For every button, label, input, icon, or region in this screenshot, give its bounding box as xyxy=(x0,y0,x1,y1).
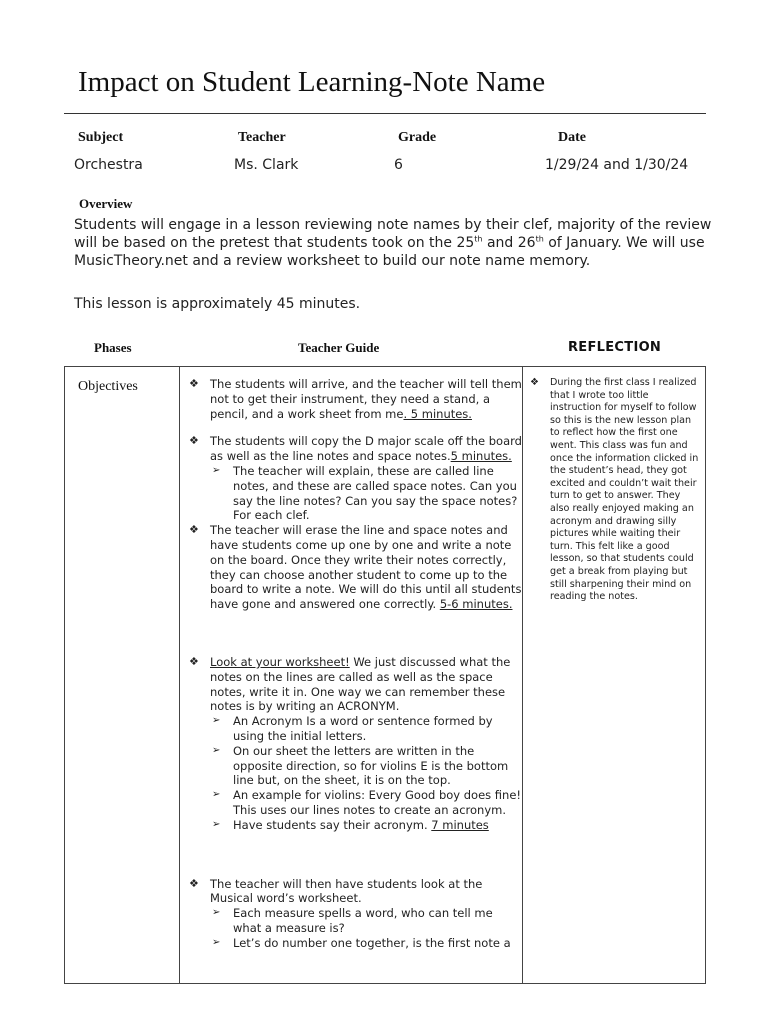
guide-subitem: ➢ On our sheet the letters are written in the opposite direction, so for violins E is the bottom line but, on the sheet, it is on the top. xyxy=(212,743,509,788)
reflection-text: During the first class I realized that I wrote too little instruction for myself to follow so this is the new lesson plan to reflect how the first one went. This class was fun and once the information clicked in the student’s head, they got excited and couldn’t wait their turn to get to answer. They also really enjoyed making an acronym and drawing silly pictures while waiting their turn. This felt like a good lesson, so that students could get a break from playing but still sharpening their mind on reading the notes. xyxy=(550,377,699,603)
phase-objectives: Objectives xyxy=(78,379,138,394)
guide-subitem: ➢ An example for violins: Every Good boy does fine! This uses our lines notes to create an acronym. xyxy=(212,788,522,817)
lesson-table xyxy=(64,366,706,984)
arrow-bullet-icon: ➢ xyxy=(212,907,221,919)
arrow-bullet-icon: ➢ xyxy=(212,715,221,727)
date-value: 1/29/24 and 1/30/24 xyxy=(545,157,689,173)
teacher-header: Teacher xyxy=(238,130,286,145)
teacher-value: Ms. Clark xyxy=(234,157,299,173)
grade-value: 6 xyxy=(394,157,403,173)
overview-text: Students will engage in a lesson reviewing note names by their clef, majority of the review will be based on the pretest that students took on the 25th and 26th of January. We will use MusicTheory.net and a review worksheet to build our note name memory. xyxy=(74,217,712,269)
guide-subitem: ➢ The teacher will explain, these are called line notes, and these are called space notes. Can you say the line notes? Can you say the space notes? For each clef. xyxy=(212,463,518,523)
arrow-bullet-icon: ➢ xyxy=(212,936,221,948)
teacher-guide-column-header: Teacher Guide xyxy=(298,340,380,355)
phases-column-header: Phases xyxy=(94,340,132,355)
title-divider xyxy=(64,113,706,114)
column-divider xyxy=(179,367,180,983)
arrow-bullet-icon: ➢ xyxy=(212,789,221,801)
teacher-guide xyxy=(188,377,523,951)
lesson-duration: This lesson is approximately 45 minutes. xyxy=(74,296,361,312)
guide-item: ❖ Look at your worksheet! We just discussed what the notes on the lines are called as well as the space notes, write it in. One way we can remember these notes is by writing an ACRONYM. xyxy=(189,654,511,714)
subject-header: Subject xyxy=(78,130,124,145)
guide-item: ❖ The students will copy the D major scale off the board as well as the line notes and space notes.5 minutes. xyxy=(189,434,522,464)
guide-item: ❖ The teacher will then have students look at the Musical word’s worksheet. xyxy=(189,876,483,906)
reflection-column-header: REFLECTION xyxy=(568,340,662,355)
date-header: Date xyxy=(558,130,586,145)
diamond-bullet-icon: ❖ xyxy=(189,876,199,890)
subject-value: Orchestra xyxy=(74,157,143,173)
guide-item: ❖ The teacher will erase the line and space notes and have students come up one by one and write a note on the board. Once they write their notes correctly, they can choose another student to come up to the board to write a note. We will do this until all students have gone and answered one correctly. 5-6 minutes. xyxy=(189,523,522,612)
guide-item: ❖ The students will arrive, and the teacher will tell them not to get their instrument, they need a stand, a pencil, and a work sheet from me. 5 minutes. xyxy=(189,377,522,421)
guide-subitem: ➢ Have students say their acronym. 7 minutes xyxy=(212,817,489,832)
guide-subitem: ➢ An Acronym Is a word or sentence formed by using the initial letters. xyxy=(212,714,493,743)
grade-header: Grade xyxy=(398,130,437,145)
arrow-bullet-icon: ➢ xyxy=(212,464,221,476)
diamond-bullet-icon: ❖ xyxy=(189,434,199,448)
overview-label: Overview xyxy=(79,196,133,211)
diamond-bullet-icon: ❖ xyxy=(189,523,199,537)
page-title: Impact on Student Learning-Note Name xyxy=(78,66,546,98)
reflection-cell xyxy=(528,377,700,604)
guide-subitem: ➢ Let’s do number one together, is the first note a xyxy=(212,935,511,950)
diamond-bullet-icon: ❖ xyxy=(189,654,199,668)
diamond-bullet-icon: ❖ xyxy=(189,377,199,390)
guide-subitem: ➢ Each measure spells a word, who can tell me what a measure is? xyxy=(212,906,493,935)
arrow-bullet-icon: ➢ xyxy=(212,744,221,756)
diamond-bullet-icon: ❖ xyxy=(530,377,539,388)
arrow-bullet-icon: ➢ xyxy=(212,818,221,830)
